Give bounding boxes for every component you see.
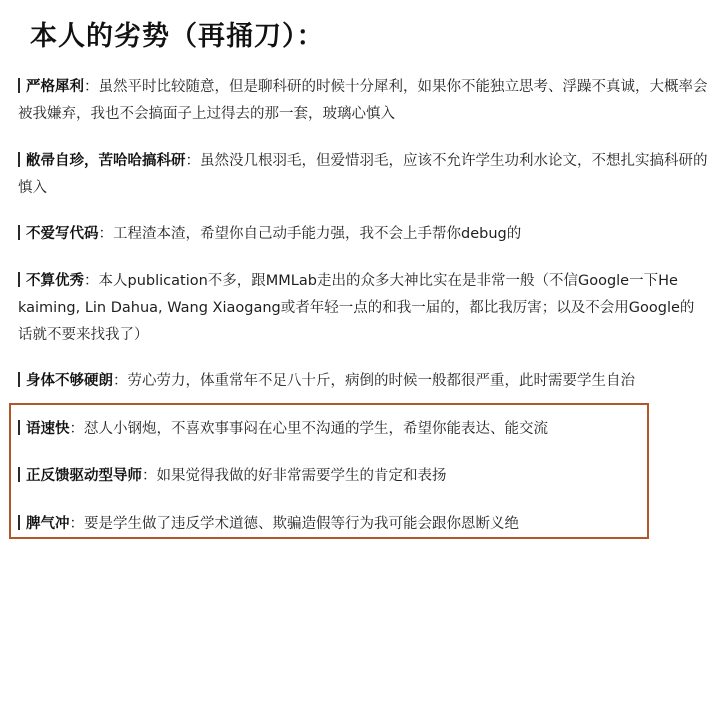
item-heading: 脾气冲 [26,516,70,532]
item-text: ：劳心劳力，体重常年不足八十斤，病倒的时候一般都很严重，此时需要学生自治 [113,373,635,389]
item-bar [18,78,20,93]
item-bar [18,272,20,287]
item-heading: 不算优秀 [26,273,84,289]
item-bar [18,515,20,530]
item-bar [18,152,20,167]
item-text: ：虽然没几根羽毛，但爱惜羽毛，应该不允许学生功利水论文，不想扎实搞科研的慎入 [18,153,708,196]
item-cherish [18,148,708,202]
item-text: ：要是学生做了违反学术道德、欺骗造假等行为我可能会跟你恩断义绝 [69,516,519,532]
item-bar [18,420,20,435]
item-health [18,368,708,395]
page-title: 本人的劣势（再捅刀）： [30,21,325,52]
item-no-code [18,221,708,248]
item-text: ：虽然平时比较随意，但是聊科研的时候十分犀利，如果你不能独立思考、浮躁不真诚，大概率会被我嫌弃，我也不会搞面子上过得去的那一套，玻璃心慎入 [18,79,708,122]
item-heading: 不爱写代码 [26,226,99,242]
item-text: ：如果觉得我做的好非常需要学生的肯定和表扬 [142,468,447,484]
item-text: ：本人publication不多，跟MMLab走出的众多大神比实在是非常一般（不信Google一下He kaiming, Lin Dahua, Wang Xiaogang或者年轻一点的和我一届的，都比我厉害；以及不会用Google的话就不要来找我了） [18,273,695,343]
item-heading: 正反馈驱动型导师 [26,468,142,484]
item-heading: 严格犀利 [26,79,84,95]
item-fast-speech [18,416,708,443]
item-feedback [18,463,708,490]
item-bar [18,372,20,387]
item-temper [18,511,708,538]
item-bar [18,225,20,240]
item-not-excellent [18,268,708,349]
item-heading: 身体不够硬朗 [26,373,113,389]
item-heading: 语速快 [26,421,70,437]
item-bar [18,467,20,482]
item-text: ：怼人小钢炮，不喜欢事事闷在心里不沟通的学生，希望你能表达、能交流 [69,421,548,437]
item-text: ：工程渣本渣，希望你自己动手能力强，我不会上手帮你debug的 [98,226,522,242]
item-strict [18,74,708,128]
item-heading: 敝帚自珍，苦哈哈搞科研 [26,153,186,169]
